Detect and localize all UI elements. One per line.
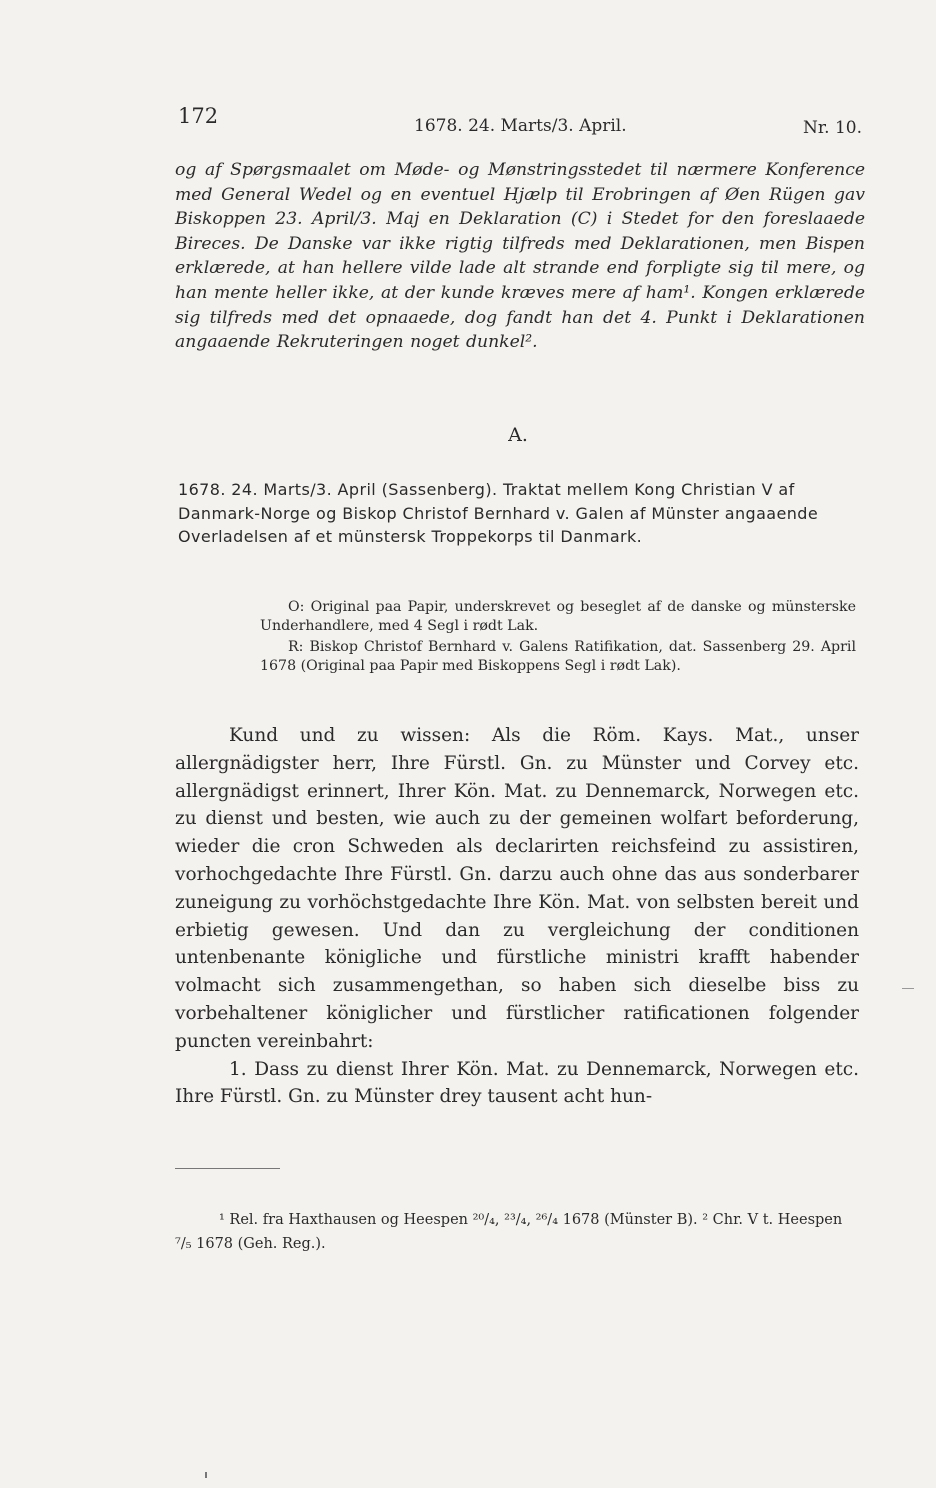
summary-text: 1678. 24. Marts/3. April (Sassenberg). Traktat mellem Kong Christian V af Danmark-Norge og Biskop Christof Bernhard v. Galen af Münster angaaende Overladelsen af et münstersk Troppekorps til Danmark. [178,480,819,546]
treaty-text [175,722,859,1111]
document-number: Nr. 10. [803,118,862,138]
page-number: 172 [178,104,219,128]
document-summary [178,478,858,549]
margin-mark [902,988,914,989]
footnote-rule [175,1168,280,1169]
source-original: O: Original paa Papir, underskrevet og beseglet af de danske og münsterske Underhandlere, med 4 Segl i rødt Lak. [260,599,856,634]
source-ratification: R: Biskop Christof Bernhard v. Galens Ratifikation, dat. Sassenberg 29. April 1678 (Original paa Papir med Biskoppens Segl i rødt Lak). [260,639,856,674]
running-header [178,104,862,138]
footnotes [175,1208,855,1256]
footnote-text: ¹ Rel. fra Haxthausen og Heespen ²⁰/₄, ²³/₄, ²⁶/₄ 1678 (Münster B). ² Chr. V t. Heespen ⁷/₅ 1678 (Geh. Reg.). [175,1212,843,1252]
section-label: A. [508,424,528,446]
intro-paragraph [175,158,865,355]
treaty-paragraph-2: 1. Dass zu dienst Ihrer Kön. Mat. zu Dennemarck, Norwegen etc. Ihre Fürstl. Gn. zu Münster drey tausent acht hun- [175,1058,859,1108]
header-date: 1678. 24. Marts/3. April. [414,116,627,136]
page-speck [205,1472,207,1478]
treaty-paragraph-1: Kund und zu wissen: Als die Röm. Kays. Mat., unser allergnädigster herr, Ihre Fürstl. Gn. zu Münster und Corvey etc. allergnädigst erinnert, Ihrer Kön. Mat. zu Dennemarck, Norwegen etc. zu dienst und besten, wie auch zu der gemeinen wolfart beforderung, wieder die cron Schweden als declarirten reichsfeind zu assistiren, vorhochgedachte Ihre Fürstl. Gn. darzu auch ohne das aus sonderbarer zuneigung zu vorhöchstgedachte Ihre Kön. Mat. von selbsten bereit und erbietig gewesen. Und dan zu vergleichung der conditionen untenbenante königliche und fürstliche ministri krafft habender volmacht sich zusammengethan, so haben sich dieselbe biss zu vorbehaltener königlicher und fürstlicher ratificationen folgender puncten vereinbahrt: [175,725,859,1052]
intro-text: og af Spørgsmaalet om Møde- og Mønstringsstedet til nærmere Konference med General Wedel og en eventuel Hjælp til Erobringen af Øen Rügen gav Biskoppen 23. April/3. Maj en Deklaration (C) i Stedet for den foreslaaede Bireces. De Danske var ikke rigtig tilfreds med Deklarationen, men Bispen erklærede, at han hellere vilde lade alt strande end forpligte sig til mere, og han mente heller ikke, at der kunde kræves mere af ham¹. Kongen erklærede sig tilfreds med det opnaaede, dog fandt han det 4. Punkt i Deklarationen angaaende Rekruteringen noget dunkel². [175,160,865,353]
source-notes [260,598,856,678]
